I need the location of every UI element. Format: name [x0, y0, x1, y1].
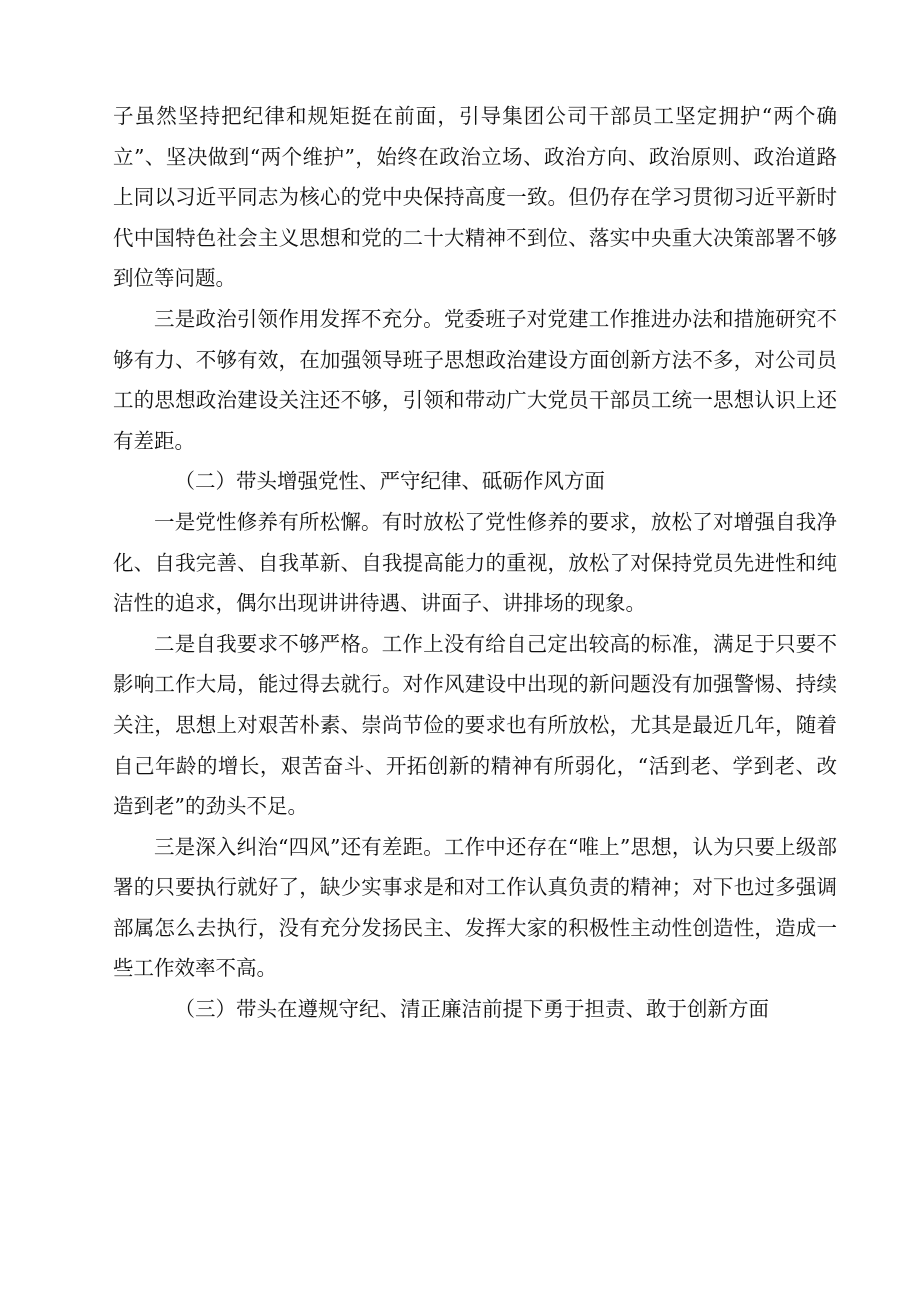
document-page	[113, 96, 837, 1030]
paragraph-political-guidance: 三是政治引领作用发挥不充分。党委班子对党建工作推进办法和措施研究不够有力、不够有效，在加强领导班子思想政治建设方面创新方法不多，对公司员工的思想政治建设关注还不够，引领和带动广大党员干部员工统一思想认识上还有差距。	[113, 306, 837, 453]
paragraph-continuation: 子虽然坚持把纪律和规矩挺在前面，引导集团公司干部员工坚定拥护“两个确立”、坚决做到“两个维护”，始终在政治立场、政治方向、政治原则、政治道路上同以习近平同志为核心的党中央保持高度一致。但仍存在学习贯彻习近平新时代中国特色社会主义思想和党的二十大精神不到位、落实中央重大决策部署不够到位等问题。	[113, 104, 837, 291]
section-heading-2: （二）带头增强党性、严守纪律、砥砺作风方面	[174, 469, 605, 494]
paragraph-self-discipline: 二是自我要求不够严格。工作上没有给自己定出较高的标准，满足于只要不影响工作大局，能过得去就行。对作风建设中出现的新问题没有加强警惕、持续关注，思想上对艰苦朴素、崇尚节俭的要求也有所放松，尤其是最近几年，随着自己年龄的增长，艰苦奋斗、开拓创新的精神有所弱化，“活到老、学到老、改造到老”的劲头不足。	[113, 631, 837, 819]
section-heading-3: （三）带头在遵规守纪、清正廉洁前提下勇于担责、敢于创新方面	[174, 997, 769, 1022]
paragraph-party-spirit: 一是党性修养有所松懈。有时放松了党性修养的要求，放松了对增强自我净化、自我完善、自我革新、自我提高能力的重视，放松了对保持党员先进性和纯洁性的追求，偶尔出现讲讲待遇、讲面子、讲排场的现象。	[113, 509, 837, 616]
paragraph-four-styles: 三是深入纠治“四风”还有差距。工作中还存在“唯上”思想，认为只要上级部署的只要执行就好了，缺少实事求是和对工作认真负责的精神；对下也过多强调部属怎么去执行，没有充分发扬民主、发挥大家的积极性主动性创造性，造成一些工作效率不高。	[113, 834, 837, 981]
